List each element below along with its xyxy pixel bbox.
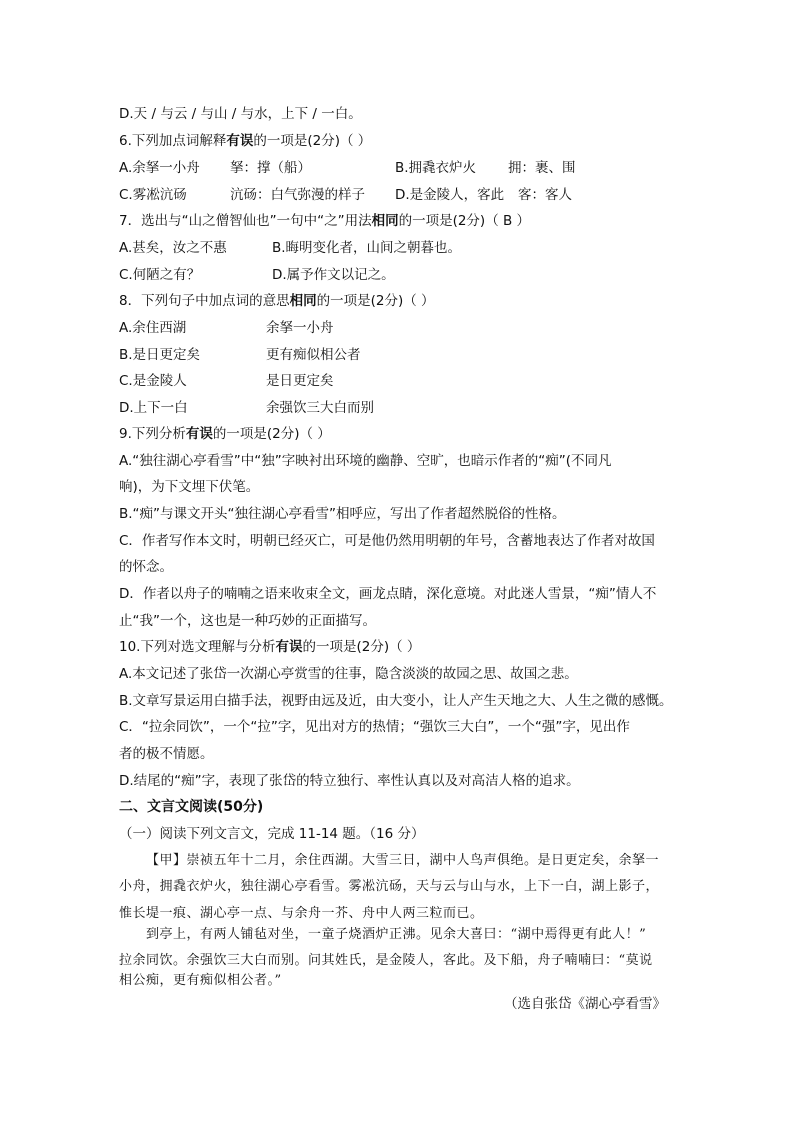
section-heading: 二、文言文阅读(50分) bbox=[119, 799, 264, 815]
q9-option-a-line2: 响)，为下文埋下伏笔。 bbox=[119, 479, 260, 495]
q7-option-d: D.属予作文以记之。 bbox=[272, 267, 395, 283]
q9-option-d-line2: 止“我”一个，这也是一种巧妙的正面描写。 bbox=[119, 613, 376, 629]
section-subheading: （一）阅读下列文言文，完成 11-14 题。（16 分） bbox=[119, 826, 425, 842]
q6-option-a-gloss: 拏：撑（船） bbox=[230, 160, 311, 176]
q10-stem: 10.下列对选文理解与分析有误的一项是(2分)（ ） bbox=[119, 639, 421, 655]
q6-option-d-gloss: 客：客人 bbox=[518, 187, 572, 203]
q9-option-c-line2: 的怀念。 bbox=[119, 559, 173, 575]
q10-option-c-line1: C．“拉余同饮”，一个“拉”字，见出对方的热情；“强饮三大白”，一个“强”字，见出作 bbox=[119, 719, 630, 735]
q7-option-b: B.晦明变化者，山间之朝暮也。 bbox=[272, 240, 462, 256]
q8-stem: 8．下列句子中加点词的意思相同的一项是(2分)（ ） bbox=[119, 293, 435, 309]
q9-option-b: B.“痴”与课文开头“独往湖心亭看雪”相呼应，写出了作者超然脱俗的性格。 bbox=[119, 506, 566, 522]
q8-option-c-compare: 是日更定矣 bbox=[266, 373, 334, 389]
q6-option-d: D.是金陵人，客此 bbox=[395, 187, 505, 203]
q6-option-b: B.拥毳衣炉火 bbox=[395, 160, 477, 176]
q8-option-d: D.上下一白 bbox=[119, 400, 188, 416]
q10-option-b: B.文章写景运用白描手法，视野由远及近，由大变小，让人产生天地之大、人生之微的感慨。 bbox=[119, 693, 673, 709]
q10-option-d: D.结尾的“痴”字，表现了张岱的特立独行、率性认真以及对高洁人格的追求。 bbox=[119, 773, 580, 789]
passage-line: 相公痴，更有痴似相公者。” bbox=[119, 973, 282, 988]
q9-option-c-line1: C．作者写作本文时，明朝已经灭亡，可是他仍然用明朝的年号，含蓄地表达了作者对故国 bbox=[119, 533, 655, 549]
q7-option-c: C.何陋之有？ bbox=[119, 267, 201, 283]
q8-option-b: B.是日更定矣 bbox=[119, 347, 201, 363]
q8-option-d-compare: 余强饮三大白而别 bbox=[266, 400, 374, 416]
q8-option-a: A.余住西湖 bbox=[119, 320, 187, 336]
q6-option-c: C.雾凇沆砀 bbox=[119, 187, 187, 203]
q6-option-c-gloss: 沆砀：白气弥漫的样子 bbox=[230, 187, 365, 203]
passage-line: 小舟，拥毳衣炉火，独往湖心亭看雪。雾凇沆砀，天与云与山与水，上下一白，湖上影子， bbox=[119, 879, 660, 894]
q10-option-a: A.本文记述了张岱一次湖心亭赏雪的往事，隐含淡淡的故园之思、故国之悲。 bbox=[119, 666, 578, 682]
q9-option-d-line1: D．作者以舟子的喃喃之语来收束全文，画龙点睛，深化意境。对此迷人雪景，“痴”情人不 bbox=[119, 586, 657, 602]
q7-option-a: A.甚矣，汝之不惠 bbox=[119, 240, 227, 256]
passage-source: （选自张岱《湖心亭看雪》 bbox=[504, 996, 666, 1012]
q8-option-c: C.是金陵人 bbox=[119, 373, 187, 389]
q8-option-a-compare: 余拏一小舟 bbox=[266, 320, 334, 336]
passage-line: 惟长堤一痕、湖心亭一点、与余舟一芥、舟中人两三粒而已。 bbox=[119, 906, 484, 921]
q5-option-d: D.天 / 与云 / 与山 / 与水，上下 / 一白。 bbox=[119, 106, 362, 122]
q7-stem: 7．选出与“山之僧智仙也”一句中“之”用法相同的一项是(2分)（ B ） bbox=[119, 213, 531, 229]
passage-line: 到亭上，有两人铺毡对坐，一童子烧酒炉正沸。见余大喜曰：“湖中焉得更有此人！” bbox=[146, 927, 647, 942]
q10-option-c-line2: 者的极不情愿。 bbox=[119, 746, 214, 762]
q9-stem: 9.下列分析有误的一项是(2分)（ ） bbox=[119, 426, 331, 442]
q8-option-b-compare: 更有痴似相公者 bbox=[266, 347, 361, 363]
passage-line: 拉余同饮。余强饮三大白而别。问其姓氏，是金陵人，客此。及下船，舟子喃喃曰：“莫说 bbox=[119, 953, 653, 968]
q6-option-b-gloss: 拥：裹、围 bbox=[508, 160, 576, 176]
passage-line: 【甲】崇祯五年十二月，余住西湖。大雪三日，湖中人鸟声俱绝。是日更定矣，余拏一 bbox=[146, 853, 660, 868]
q9-option-a-line1: A.“独往湖心亭看雪”中“独”字映衬出环境的幽静、空旷，也暗示作者的“痴”(不同凡 bbox=[119, 453, 612, 469]
q6-stem: 6.下列加点词解释有误的一项是(2分)（ ） bbox=[119, 133, 372, 149]
q6-option-a: A.余拏一小舟 bbox=[119, 160, 200, 176]
